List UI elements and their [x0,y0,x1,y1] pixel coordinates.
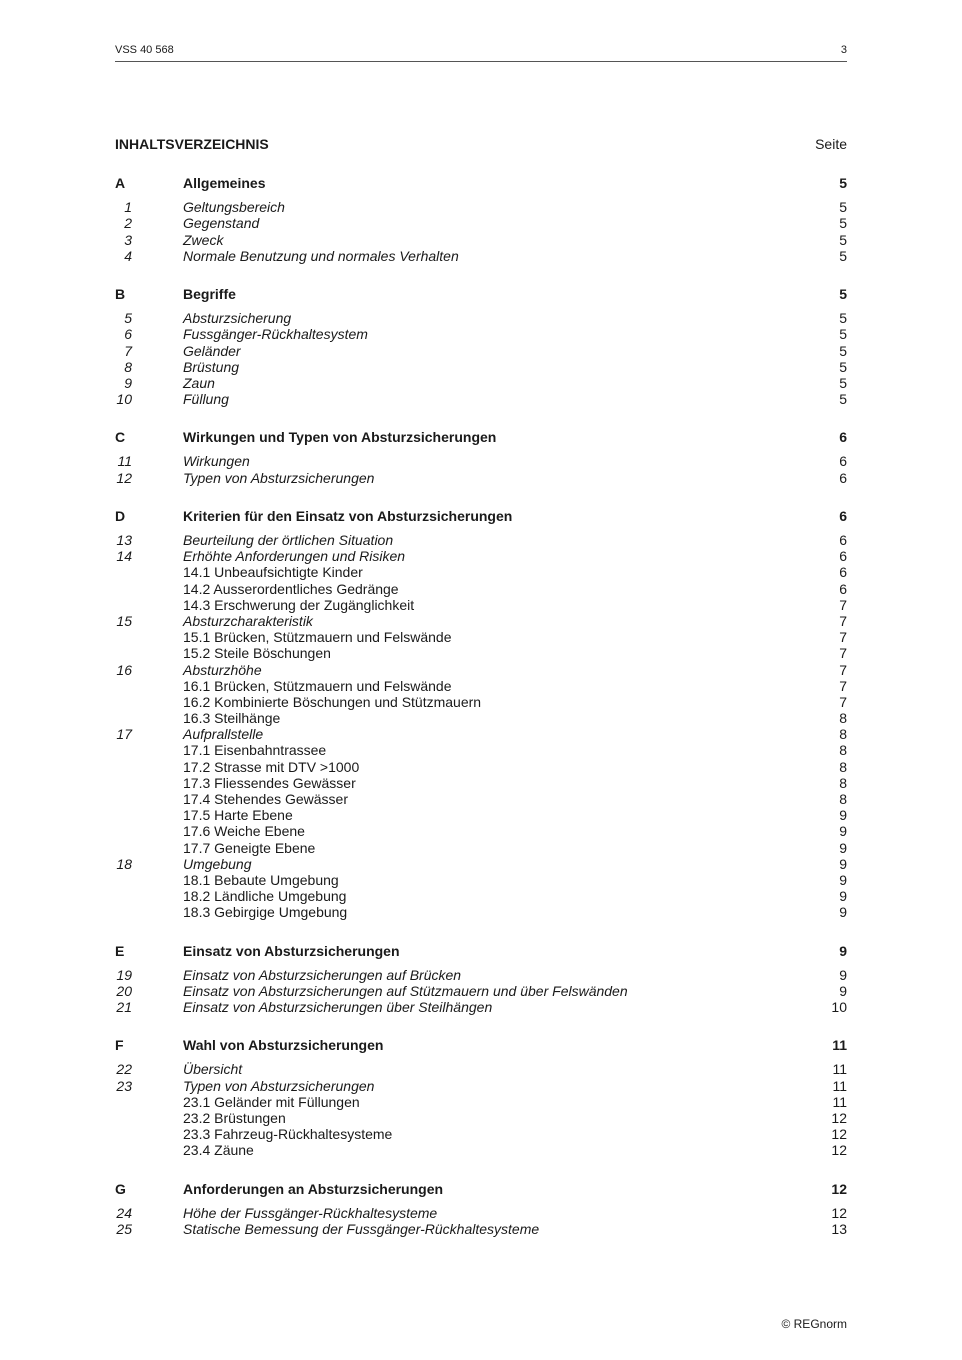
toc-entry-label: 18.1 Bebaute Umgebung [183,871,339,888]
toc-page-number: 6 [839,453,847,470]
toc-entry-label: 18.2 Ländliche Umgebung [183,888,347,905]
toc-entry-number: 23 [116,1077,132,1094]
toc-page-number: 8 [839,791,847,807]
toc-entry-label: 17.7 Geneigte Ebene [183,839,316,856]
toc-entry-number: 18 [116,855,132,872]
toc-entry[interactable] [115,1078,847,1094]
toc-page-number: 9 [839,871,847,888]
toc-section [115,943,847,1016]
toc-page-number: 9 [839,823,847,840]
toc-page-number: 12 [831,1142,847,1159]
toc-subentry[interactable] [115,645,847,661]
toc-entry-number: 10 [116,391,132,408]
toc-section-heading[interactable] [115,1181,847,1197]
toc-page-number: 11 [832,1037,847,1054]
toc-entry[interactable] [115,532,847,548]
toc-entry[interactable] [115,232,847,248]
toc-subentry[interactable] [115,710,847,726]
toc-page-number: 9 [839,888,847,905]
toc-page-number: 6 [839,564,847,581]
toc-entry-number: 9 [124,374,132,391]
toc-page-number: 10 [831,999,847,1016]
toc-page-number: 12 [831,1204,847,1221]
toc-entry-label: Statische Bemessung der Fussgänger-Rückhaltesysteme [183,1220,540,1237]
toc-page-number: 11 [832,1061,847,1078]
toc-entry-number: 12 [116,469,132,486]
toc-entry-number: 3 [124,231,132,248]
toc-page-number: 12 [831,1180,847,1197]
toc-subentry[interactable] [115,775,847,791]
toc-page-number: 6 [839,548,847,565]
toc-entry-label: 17.1 Eisenbahntrassee [183,742,327,759]
toc-page-number: 6 [839,429,847,446]
toc-entry-label: 16.1 Brücken, Stützmauern und Felswände [183,677,452,694]
toc-entry-label: Beurteilung der örtlichen Situation [183,532,394,548]
toc-page-number: 9 [839,855,847,872]
toc-page-number: 5 [839,285,847,302]
toc-entry[interactable] [115,1205,847,1221]
toc-entry[interactable] [115,359,847,375]
toc-section-title: Anforderungen an Absturzsicherungen [183,1180,444,1197]
toc-entry-label: Höhe der Fussgänger-Rückhaltesysteme [183,1204,438,1221]
toc-entry-label: 18.3 Gebirgige Umgebung [183,904,348,921]
toc-entry-number: 6 [124,326,132,343]
toc-entry-label: Aufprallstelle [183,726,264,743]
toc-entry-label: Füllung [183,391,229,408]
toc-page-number: 6 [839,507,847,524]
toc-entry-label: 23.2 Brüstungen [183,1110,286,1126]
toc-section [115,286,847,407]
toc-entry-label: 16.2 Kombinierte Böschungen und Stützmauern [183,693,482,710]
toc-subentry[interactable] [115,888,847,904]
toc-entry[interactable] [115,613,847,629]
toc-page-number: 5 [839,247,847,264]
toc-entry[interactable] [115,391,847,407]
toc-entry-label: Zweck [183,231,224,248]
toc-page-number: 7 [839,596,847,613]
toc-section-title: Allgemeines [183,175,266,191]
toc-section [115,508,847,921]
toc-entry[interactable] [115,326,847,342]
toc-entry-label: 23.1 Geländer mit Füllungen [183,1093,360,1110]
toc-entry-label: 23.4 Zäune [183,1142,254,1159]
toc-section-heading[interactable] [115,943,847,959]
toc-page-number: 7 [839,661,847,678]
copyright-notice: © REGnorm [781,1317,847,1331]
toc-page-number: 7 [839,677,847,694]
toc-page-number: 5 [839,326,847,343]
toc-entry-label: Übersicht [183,1061,243,1078]
toc-entry[interactable] [115,856,847,872]
toc-page-number: 9 [839,904,847,921]
toc-entry-label: Fussgänger-Rückhaltesystem [183,326,368,343]
toc-subentry[interactable] [115,581,847,597]
toc-page-number: 7 [839,693,847,710]
toc-page-number: 5 [839,374,847,391]
document-id: VSS 40 568 [115,44,174,56]
toc-entry-number: 5 [124,310,132,327]
toc-entry-label: 14.2 Ausserordentliches Gedränge [183,580,399,597]
toc-section-title: Wirkungen und Typen von Absturzsicherungen [183,429,497,446]
toc-entry-label: Erhöhte Anforderungen und Risiken [183,548,406,565]
toc-section-title: Wahl von Absturzsicherungen [183,1037,384,1054]
toc-entry-label: 15.1 Brücken, Stützmauern und Felswände [183,629,452,646]
toc-page-number: 8 [839,726,847,743]
toc-subentry[interactable] [115,1110,847,1126]
toc-page-number: 11 [832,1077,847,1094]
toc-subentry[interactable] [115,807,847,823]
toc-entry-label: Zaun [183,374,215,391]
toc-entry-label: Einsatz von Absturzsicherungen über Steilhängen [183,999,493,1016]
toc-section-heading[interactable] [115,508,847,524]
toc-page-number: 8 [839,710,847,727]
toc-entry-label: 23.3 Fahrzeug-Rückhaltesysteme [183,1126,393,1143]
toc-section-letter: F [115,1037,124,1054]
toc-page-number: 5 [839,175,847,191]
toc-entry-number: 14 [116,548,132,565]
toc-entry[interactable] [115,662,847,678]
toc-subentry[interactable] [115,564,847,580]
toc-entry[interactable] [115,967,847,983]
toc-entry-number: 2 [124,215,132,232]
toc-entry[interactable] [115,199,847,215]
toc-subentry[interactable] [115,1094,847,1110]
toc-subentry[interactable] [115,1142,847,1158]
toc-page-number: 7 [839,629,847,646]
toc-page-number: 6 [839,469,847,486]
toc-section-letter: C [115,429,126,446]
toc-entry-label: 17.2 Strasse mit DTV >1000 [183,758,360,775]
toc-page-number: 8 [839,758,847,775]
toc-entry-number: 21 [116,999,132,1016]
toc-entry[interactable] [115,470,847,486]
toc-entry-label: Wirkungen [183,453,250,470]
toc-entry[interactable] [115,1061,847,1077]
toc-entry-label: Gegenstand [183,215,260,232]
toc-entry[interactable] [115,375,847,391]
toc-page-number: 5 [839,231,847,248]
toc-section-letter: G [115,1180,126,1197]
toc-entry-label: 17.6 Weiche Ebene [183,823,305,840]
table-of-contents [115,175,847,1259]
toc-subentry[interactable] [115,742,847,758]
toc-entry[interactable] [115,726,847,742]
toc-page-number: 9 [839,839,847,856]
toc-entry-label: Typen von Absturzsicherungen [183,469,375,486]
toc-page-number: 5 [839,199,847,216]
toc-subentry[interactable] [115,872,847,888]
toc-entry-label: Normale Benutzung und normales Verhalten [183,247,459,264]
toc-page-number: 8 [839,742,847,759]
toc-entry-number: 11 [117,453,132,470]
toc-section-letter: D [115,507,126,524]
toc-entry-label: 17.5 Harte Ebene [183,807,293,824]
toc-entry-number: 13 [116,532,132,548]
toc-entry-label: 15.2 Steile Böschungen [183,645,331,662]
toc-subentry[interactable] [115,694,847,710]
toc-page-number: 5 [839,391,847,408]
toc-entry-number: 17 [116,726,132,743]
toc-heading [115,136,847,152]
toc-page-number: 12 [831,1126,847,1143]
toc-entry-number: 16 [116,661,132,678]
toc-section [115,175,847,264]
toc-entry-number: 25 [116,1220,132,1237]
toc-section-heading[interactable] [115,1037,847,1053]
toc-entry-number: 19 [116,966,132,983]
toc-entry[interactable] [115,548,847,564]
toc-title: INHALTSVERZEICHNIS [115,136,269,152]
toc-section-letter: A [115,175,126,191]
toc-section-heading[interactable] [115,286,847,302]
toc-section-title: Begriffe [183,285,236,302]
toc-entry-number: 4 [124,247,132,264]
toc-page-number: 9 [839,966,847,983]
toc-section-title: Kriterien für den Einsatz von Absturzsicherungen [183,507,513,524]
toc-section [115,429,847,486]
toc-entry[interactable] [115,343,847,359]
toc-section-heading[interactable] [115,175,847,191]
toc-page-number: 6 [839,580,847,597]
toc-page-number: 9 [839,942,847,959]
toc-entry-label: Brüstung [183,358,240,375]
toc-entry-number: 1 [124,199,132,216]
toc-page-number: 12 [831,1110,847,1126]
toc-subentry[interactable] [115,904,847,920]
toc-section [115,1037,847,1158]
toc-page-number: 13 [831,1220,847,1237]
toc-page-number: 9 [839,982,847,999]
toc-subentry[interactable] [115,791,847,807]
toc-page-number: 5 [839,310,847,327]
toc-page-number: 5 [839,358,847,375]
toc-subentry[interactable] [115,597,847,613]
toc-section [115,1181,847,1238]
toc-entry-label: Absturzhöhe [183,661,262,678]
toc-page-number: 5 [839,215,847,232]
toc-subentry[interactable] [115,823,847,839]
toc-entry-label: 17.3 Fliessendes Gewässer [183,774,356,791]
toc-entry-number: 20 [116,982,132,999]
toc-entry[interactable] [115,999,847,1015]
toc-entry-label: Typen von Absturzsicherungen [183,1077,375,1094]
toc-entry-number: 22 [116,1061,132,1078]
toc-page-number: 11 [832,1093,847,1110]
toc-subentry[interactable] [115,678,847,694]
toc-entry-label: 17.4 Stehendes Gewässer [183,791,348,807]
toc-subentry[interactable] [115,629,847,645]
toc-entry[interactable] [115,453,847,469]
toc-page-number: 5 [839,342,847,359]
toc-entry-label: 16.3 Steilhänge [183,710,281,727]
toc-subentry[interactable] [115,1126,847,1142]
toc-subentry[interactable] [115,840,847,856]
toc-entry-number: 8 [124,358,132,375]
toc-entry[interactable] [115,983,847,999]
toc-page-number: 8 [839,774,847,791]
toc-entry-label: Umgebung [183,855,252,872]
toc-entry-number: 7 [124,342,132,359]
toc-entry-number: 24 [116,1204,132,1221]
toc-page-number: 7 [839,612,847,629]
toc-subentry[interactable] [115,759,847,775]
toc-entry-label: Einsatz von Absturzsicherungen auf Brücken [183,966,462,983]
toc-entry-label: Geltungsbereich [183,199,285,216]
toc-section-heading[interactable] [115,429,847,445]
toc-section-title: Einsatz von Absturzsicherungen [183,942,400,959]
toc-entry-label: Absturzsicherung [183,310,292,327]
toc-section-letter: E [115,942,125,959]
toc-page-number: 6 [839,532,847,548]
toc-entry-number: 15 [116,612,132,629]
page-number: 3 [840,44,847,56]
toc-entry-label: Einsatz von Absturzsicherungen auf Stützmauern und über Felswänden [183,982,628,999]
toc-page-number: 9 [839,807,847,824]
toc-entry[interactable] [115,1221,847,1237]
toc-page-number: 7 [839,645,847,662]
toc-entry-label: 14.1 Unbeaufsichtigte Kinder [183,564,363,581]
toc-section-letter: B [115,285,126,302]
toc-entry-label: Geländer [183,342,241,359]
header-divider [115,61,847,62]
toc-entry-label: 14.3 Erschwerung der Zugänglichkeit [183,596,415,613]
toc-entry[interactable] [115,215,847,231]
toc-entry-label: Absturzcharakteristik [183,612,313,629]
page-column-label: Seite [815,136,847,152]
toc-entry[interactable] [115,248,847,264]
toc-entry[interactable] [115,310,847,326]
